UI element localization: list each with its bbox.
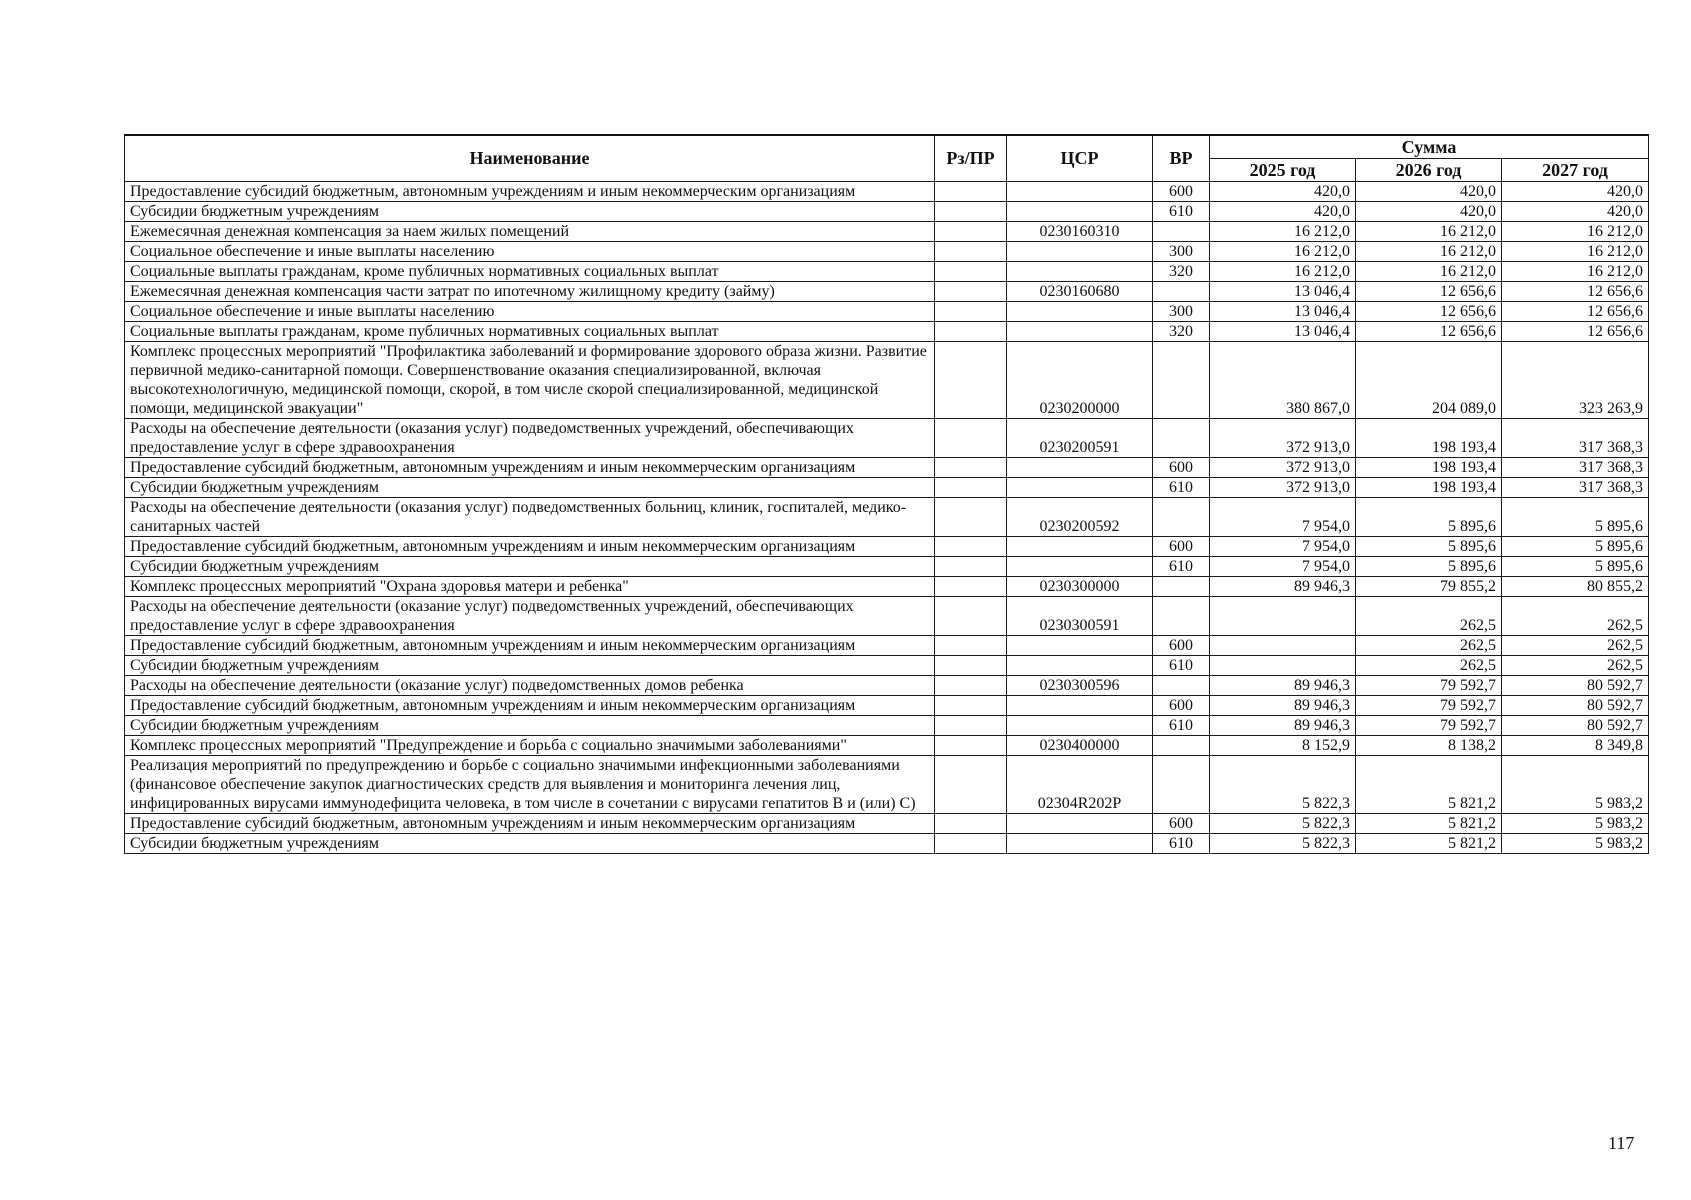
row-value-2027: 80 592,7 xyxy=(1502,696,1649,716)
row-value-2027: 12 656,6 xyxy=(1502,302,1649,322)
table-row xyxy=(125,458,1649,478)
row-rz-pr xyxy=(935,302,1007,322)
row-name: Комплекс процессных мероприятий "Охрана здоровья матери и ребенка" xyxy=(125,577,935,597)
row-rz-pr xyxy=(935,814,1007,834)
row-csr xyxy=(1007,537,1153,557)
row-value-2026: 198 193,4 xyxy=(1356,419,1502,458)
row-value-2025: 89 946,3 xyxy=(1210,577,1356,597)
row-value-2025: 420,0 xyxy=(1210,202,1356,222)
row-value-2026: 420,0 xyxy=(1356,202,1502,222)
table-row xyxy=(125,498,1649,537)
row-value-2027: 317 368,3 xyxy=(1502,419,1649,458)
row-value-2027: 262,5 xyxy=(1502,597,1649,636)
row-csr xyxy=(1007,834,1153,854)
table-row xyxy=(125,577,1649,597)
row-vr xyxy=(1153,222,1210,242)
row-name: Ежемесячная денежная компенсация за наем жилых помещений xyxy=(125,222,935,242)
row-rz-pr xyxy=(935,478,1007,498)
table-row xyxy=(125,597,1649,636)
row-value-2027: 317 368,3 xyxy=(1502,478,1649,498)
row-name: Социальное обеспечение и иные выплаты населению xyxy=(125,302,935,322)
row-vr: 610 xyxy=(1153,202,1210,222)
row-value-2025: 7 954,0 xyxy=(1210,557,1356,577)
row-name: Ежемесячная денежная компенсация части затрат по ипотечному жилищному кредиту (займу) xyxy=(125,282,935,302)
table-row xyxy=(125,557,1649,577)
row-value-2027: 80 592,7 xyxy=(1502,676,1649,696)
table-row xyxy=(125,656,1649,676)
row-vr: 300 xyxy=(1153,302,1210,322)
row-name: Расходы на обеспечение деятельности (оказания услуг) подведомственных больниц, клиник, госпиталей, медико-санитарных частей xyxy=(125,498,935,537)
header-2025: 2025 год xyxy=(1210,159,1356,182)
row-value-2026: 262,5 xyxy=(1356,656,1502,676)
row-name: Социальное обеспечение и иные выплаты населению xyxy=(125,242,935,262)
row-value-2025: 8 152,9 xyxy=(1210,736,1356,756)
row-value-2026: 16 212,0 xyxy=(1356,222,1502,242)
table-row xyxy=(125,262,1649,282)
row-csr: 02304R202P xyxy=(1007,756,1153,814)
row-value-2025 xyxy=(1210,597,1356,636)
row-vr xyxy=(1153,419,1210,458)
row-value-2026: 5 895,6 xyxy=(1356,537,1502,557)
row-vr xyxy=(1153,577,1210,597)
row-csr: 0230160680 xyxy=(1007,282,1153,302)
row-vr: 320 xyxy=(1153,322,1210,342)
row-vr xyxy=(1153,736,1210,756)
row-name: Субсидии бюджетным учреждениям xyxy=(125,834,935,854)
row-csr: 0230400000 xyxy=(1007,736,1153,756)
page-number: 117 xyxy=(1608,1133,1635,1153)
row-rz-pr xyxy=(935,577,1007,597)
row-value-2027: 16 212,0 xyxy=(1502,222,1649,242)
row-vr: 600 xyxy=(1153,696,1210,716)
row-value-2025: 13 046,4 xyxy=(1210,282,1356,302)
row-rz-pr xyxy=(935,342,1007,419)
row-value-2026: 12 656,6 xyxy=(1356,282,1502,302)
row-value-2026: 79 592,7 xyxy=(1356,716,1502,736)
row-value-2025: 7 954,0 xyxy=(1210,498,1356,537)
row-value-2027: 5 895,6 xyxy=(1502,537,1649,557)
row-value-2026: 198 193,4 xyxy=(1356,458,1502,478)
row-value-2027: 420,0 xyxy=(1502,202,1649,222)
row-rz-pr xyxy=(935,676,1007,696)
row-vr: 300 xyxy=(1153,242,1210,262)
row-value-2025: 420,0 xyxy=(1210,182,1356,202)
row-value-2025: 89 946,3 xyxy=(1210,696,1356,716)
row-csr: 0230160310 xyxy=(1007,222,1153,242)
row-csr: 0230200591 xyxy=(1007,419,1153,458)
table-row xyxy=(125,814,1649,834)
row-rz-pr xyxy=(935,736,1007,756)
row-csr xyxy=(1007,814,1153,834)
row-value-2025: 5 822,3 xyxy=(1210,814,1356,834)
row-value-2026: 79 855,2 xyxy=(1356,577,1502,597)
row-value-2027: 8 349,8 xyxy=(1502,736,1649,756)
row-csr xyxy=(1007,458,1153,478)
row-rz-pr xyxy=(935,182,1007,202)
row-vr xyxy=(1153,282,1210,302)
row-value-2027: 262,5 xyxy=(1502,656,1649,676)
table-row xyxy=(125,419,1649,458)
row-name: Субсидии бюджетным учреждениям xyxy=(125,478,935,498)
header-name: Наименование xyxy=(125,135,935,182)
header-vr: ВР xyxy=(1153,135,1210,182)
row-name: Расходы на обеспечение деятельности (оказание услуг) подведомственных домов ребенка xyxy=(125,676,935,696)
row-rz-pr xyxy=(935,202,1007,222)
row-value-2025: 89 946,3 xyxy=(1210,716,1356,736)
row-rz-pr xyxy=(935,716,1007,736)
row-name: Комплекс процессных мероприятий "Предупреждение и борьба с социально значимыми заболеваниями" xyxy=(125,736,935,756)
row-name: Субсидии бюджетным учреждениям xyxy=(125,716,935,736)
row-vr xyxy=(1153,597,1210,636)
row-rz-pr xyxy=(935,419,1007,458)
table-row xyxy=(125,222,1649,242)
row-value-2027: 5 895,6 xyxy=(1502,498,1649,537)
row-vr xyxy=(1153,676,1210,696)
row-rz-pr xyxy=(935,498,1007,537)
row-name: Предоставление субсидий бюджетным, автономным учреждениям и иным некоммерческим организациям xyxy=(125,696,935,716)
table-row xyxy=(125,676,1649,696)
row-name: Субсидии бюджетным учреждениям xyxy=(125,557,935,577)
row-value-2027: 420,0 xyxy=(1502,182,1649,202)
row-vr xyxy=(1153,498,1210,537)
table-row xyxy=(125,736,1649,756)
row-rz-pr xyxy=(935,262,1007,282)
row-value-2025: 372 913,0 xyxy=(1210,458,1356,478)
row-value-2026: 16 212,0 xyxy=(1356,242,1502,262)
row-value-2026: 5 821,2 xyxy=(1356,814,1502,834)
row-value-2027: 5 983,2 xyxy=(1502,834,1649,854)
row-value-2026: 8 138,2 xyxy=(1356,736,1502,756)
row-csr xyxy=(1007,696,1153,716)
row-value-2027: 80 855,2 xyxy=(1502,577,1649,597)
row-rz-pr xyxy=(935,322,1007,342)
row-value-2025: 16 212,0 xyxy=(1210,242,1356,262)
row-vr: 610 xyxy=(1153,834,1210,854)
row-value-2027: 262,5 xyxy=(1502,636,1649,656)
row-value-2027: 5 895,6 xyxy=(1502,557,1649,577)
row-value-2026: 79 592,7 xyxy=(1356,696,1502,716)
table-row xyxy=(125,537,1649,557)
table-row xyxy=(125,756,1649,814)
row-csr xyxy=(1007,716,1153,736)
row-csr xyxy=(1007,302,1153,322)
row-value-2027: 12 656,6 xyxy=(1502,322,1649,342)
row-name: Комплекс процессных мероприятий "Профилактика заболеваний и формирование здорового образа жизни. Развитие первичной медико-санитарной помощи. Совершенствование оказания специализированной, включая высокотехнологичную, медицинской помощи, скорой, в том числе скорой специализированной, медицинской помощи, медицинской эвакуации" xyxy=(125,342,935,419)
row-rz-pr xyxy=(935,834,1007,854)
row-value-2025 xyxy=(1210,656,1356,676)
table-row xyxy=(125,242,1649,262)
row-name: Реализация мероприятий по предупреждению и борьбе с социально значимыми инфекционными заболеваниями (финансовое обеспечение закупок диагностических средств для выявления и мониторинга лечения лиц, инфицированных вирусами иммунодефицита человека, в том числе в сочетании с вирусами гепатитов В и (или) С) xyxy=(125,756,935,814)
row-value-2025: 5 822,3 xyxy=(1210,834,1356,854)
row-value-2027: 16 212,0 xyxy=(1502,262,1649,282)
row-name: Расходы на обеспечение деятельности (оказание услуг) подведомственных учреждений, обеспечивающих предоставление услуг в сфере здравоохранения xyxy=(125,597,935,636)
row-value-2025: 16 212,0 xyxy=(1210,222,1356,242)
row-vr: 600 xyxy=(1153,537,1210,557)
header-csr: ЦСР xyxy=(1007,135,1153,182)
row-vr: 610 xyxy=(1153,716,1210,736)
header-rz-pr: Рз/ПР xyxy=(935,135,1007,182)
row-value-2026: 16 212,0 xyxy=(1356,262,1502,282)
header-2026: 2026 год xyxy=(1356,159,1502,182)
row-vr: 600 xyxy=(1153,636,1210,656)
row-value-2026: 204 089,0 xyxy=(1356,342,1502,419)
row-vr: 600 xyxy=(1153,182,1210,202)
row-value-2027: 317 368,3 xyxy=(1502,458,1649,478)
table-row xyxy=(125,342,1649,419)
row-value-2027: 323 263,9 xyxy=(1502,342,1649,419)
row-name: Субсидии бюджетным учреждениям xyxy=(125,202,935,222)
row-value-2026: 262,5 xyxy=(1356,597,1502,636)
row-name: Предоставление субсидий бюджетным, автономным учреждениям и иным некоммерческим организациям xyxy=(125,814,935,834)
row-value-2026: 12 656,6 xyxy=(1356,322,1502,342)
row-vr xyxy=(1153,756,1210,814)
row-value-2025: 13 046,4 xyxy=(1210,302,1356,322)
row-value-2026: 198 193,4 xyxy=(1356,478,1502,498)
row-value-2026: 262,5 xyxy=(1356,636,1502,656)
row-value-2026: 5 895,6 xyxy=(1356,498,1502,537)
row-csr: 0230300591 xyxy=(1007,597,1153,636)
budget-table xyxy=(124,134,1649,854)
table-row xyxy=(125,716,1649,736)
row-name: Субсидии бюджетным учреждениям xyxy=(125,656,935,676)
table-row xyxy=(125,302,1649,322)
row-value-2026: 79 592,7 xyxy=(1356,676,1502,696)
row-csr: 0230300596 xyxy=(1007,676,1153,696)
row-value-2027: 16 212,0 xyxy=(1502,242,1649,262)
table-row xyxy=(125,282,1649,302)
row-value-2026: 5 895,6 xyxy=(1356,557,1502,577)
row-vr xyxy=(1153,342,1210,419)
row-value-2027: 5 983,2 xyxy=(1502,756,1649,814)
table-row xyxy=(125,696,1649,716)
row-name: Социальные выплаты гражданам, кроме публичных нормативных социальных выплат xyxy=(125,262,935,282)
row-name: Расходы на обеспечение деятельности (оказания услуг) подведомственных учреждений, обеспечивающих предоставление услуг в сфере здравоохранения xyxy=(125,419,935,458)
row-csr xyxy=(1007,202,1153,222)
row-value-2026: 5 821,2 xyxy=(1356,834,1502,854)
row-value-2025: 380 867,0 xyxy=(1210,342,1356,419)
row-rz-pr xyxy=(935,597,1007,636)
row-value-2027: 80 592,7 xyxy=(1502,716,1649,736)
row-name: Предоставление субсидий бюджетным, автономным учреждениям и иным некоммерческим организациям xyxy=(125,636,935,656)
row-vr: 610 xyxy=(1153,478,1210,498)
row-vr: 600 xyxy=(1153,814,1210,834)
row-csr: 0230200000 xyxy=(1007,342,1153,419)
row-rz-pr xyxy=(935,282,1007,302)
row-csr xyxy=(1007,182,1153,202)
row-vr: 610 xyxy=(1153,656,1210,676)
row-csr xyxy=(1007,636,1153,656)
table-header xyxy=(125,135,1649,182)
row-rz-pr xyxy=(935,557,1007,577)
row-csr xyxy=(1007,242,1153,262)
row-value-2025: 372 913,0 xyxy=(1210,419,1356,458)
row-value-2027: 12 656,6 xyxy=(1502,282,1649,302)
row-value-2026: 12 656,6 xyxy=(1356,302,1502,322)
row-value-2025: 5 822,3 xyxy=(1210,756,1356,814)
row-csr xyxy=(1007,557,1153,577)
row-rz-pr xyxy=(935,222,1007,242)
header-2027: 2027 год xyxy=(1502,159,1649,182)
row-rz-pr xyxy=(935,636,1007,656)
row-value-2025: 89 946,3 xyxy=(1210,676,1356,696)
row-rz-pr xyxy=(935,458,1007,478)
row-csr: 0230300000 xyxy=(1007,577,1153,597)
row-value-2025 xyxy=(1210,636,1356,656)
row-name: Социальные выплаты гражданам, кроме публичных нормативных социальных выплат xyxy=(125,322,935,342)
row-name: Предоставление субсидий бюджетным, автономным учреждениям и иным некоммерческим организациям xyxy=(125,458,935,478)
row-value-2026: 420,0 xyxy=(1356,182,1502,202)
row-vr: 610 xyxy=(1153,557,1210,577)
row-value-2025: 13 046,4 xyxy=(1210,322,1356,342)
row-value-2027: 5 983,2 xyxy=(1502,814,1649,834)
row-csr xyxy=(1007,656,1153,676)
table-row xyxy=(125,202,1649,222)
row-name: Предоставление субсидий бюджетным, автономным учреждениям и иным некоммерческим организациям xyxy=(125,182,935,202)
row-csr xyxy=(1007,478,1153,498)
row-rz-pr xyxy=(935,537,1007,557)
row-rz-pr xyxy=(935,242,1007,262)
table-row xyxy=(125,322,1649,342)
table-row xyxy=(125,182,1649,202)
table-body xyxy=(125,182,1649,854)
row-rz-pr xyxy=(935,756,1007,814)
row-value-2026: 5 821,2 xyxy=(1356,756,1502,814)
table-row xyxy=(125,636,1649,656)
row-name: Предоставление субсидий бюджетным, автономным учреждениям и иным некоммерческим организациям xyxy=(125,537,935,557)
row-csr xyxy=(1007,262,1153,282)
row-value-2025: 7 954,0 xyxy=(1210,537,1356,557)
header-sum: Сумма xyxy=(1210,135,1649,159)
row-rz-pr xyxy=(935,656,1007,676)
row-value-2025: 372 913,0 xyxy=(1210,478,1356,498)
table-row xyxy=(125,834,1649,854)
row-vr: 320 xyxy=(1153,262,1210,282)
row-csr xyxy=(1007,322,1153,342)
row-rz-pr xyxy=(935,696,1007,716)
row-csr: 0230200592 xyxy=(1007,498,1153,537)
row-vr: 600 xyxy=(1153,458,1210,478)
table-row xyxy=(125,478,1649,498)
row-value-2025: 16 212,0 xyxy=(1210,262,1356,282)
